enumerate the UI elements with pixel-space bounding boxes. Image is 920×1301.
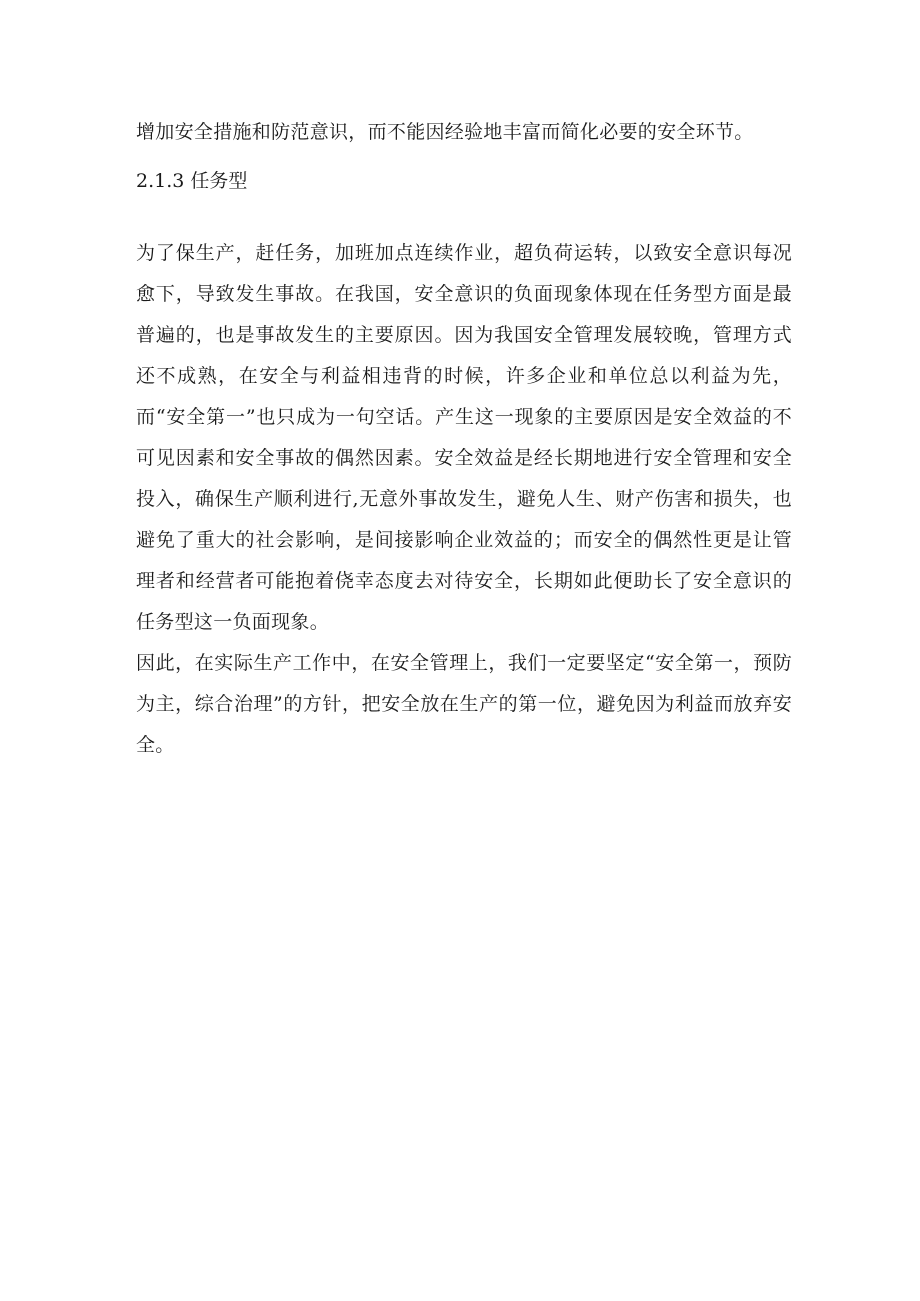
paragraph-intro: 增加安全措施和防范意识，而不能因经验地丰富而简化必要的安全环节。 <box>136 121 754 143</box>
paragraph-conclusion: 因此，在实际生产工作中，在安全管理上，我们一定要坚定“安全第一，预防为主，综合治理”的方针，把安全放在生产的第一位，避免因为利益而放弃安全。 <box>136 652 792 756</box>
section-spacer <box>136 201 792 233</box>
paragraph-task-type: 为了保生产，赶任务，加班加点连续作业，超负荷运转，以致安全意识每况愈下，导致发生事故。在我国，安全意识的负面现象体现在任务型方面是最普遍的，也是事故发生的主要原因。因为我国安全管理发展较晚，管理方式还不成熟，在安全与利益相违背的时候，许多企业和单位总以利益为先，而“安全第一”也只成为一句空话。产生这一现象的主要原因是安全效益的不可见因素和安全事故的偶然因素。安全效益是经长期地进行安全管理和安全投入，确保生产顺利进行,无意外事故发生，避免人生、财产伤害和损失，也避免了重大的社会影响，是间接影响企业效益的；而安全的偶然性更是让管理者和经营者可能抱着侥幸态度去对待安全，长期如此便助长了安全意识的任务型这一负面现象。 <box>136 242 792 633</box>
section-heading: 2.1.3 任务型 <box>136 170 248 192</box>
document-body <box>136 112 792 766</box>
